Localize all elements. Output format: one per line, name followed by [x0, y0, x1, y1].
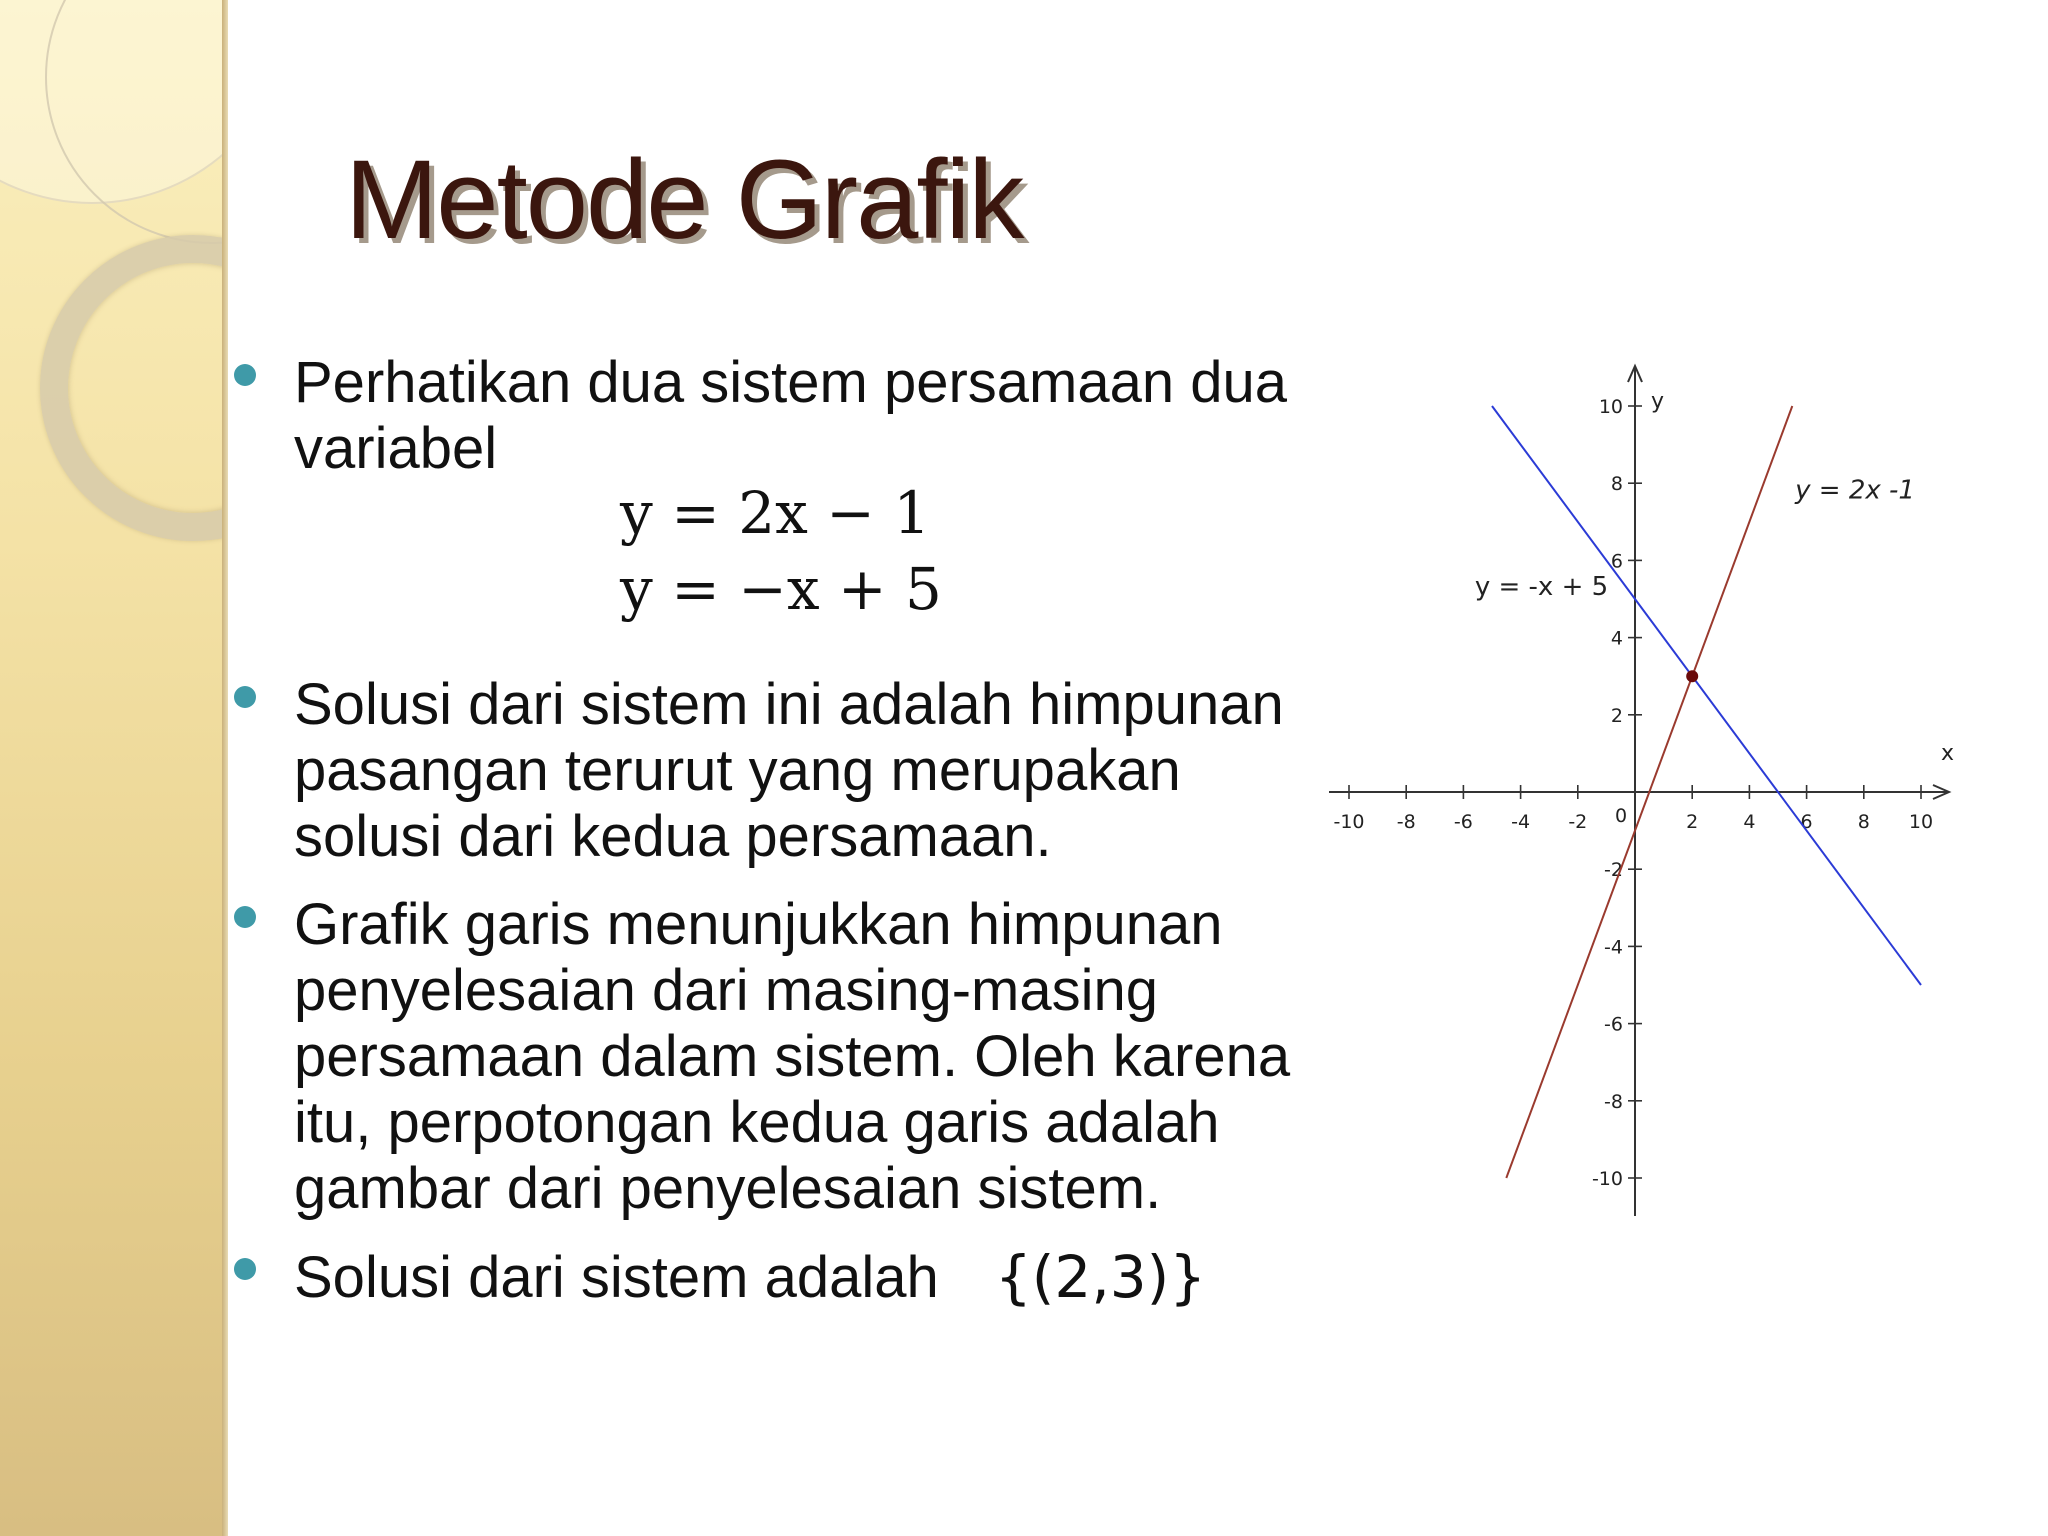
equation-1: y = 2x − 1: [620, 479, 931, 547]
y-tick-label: -2: [1604, 859, 1623, 882]
bullet-item: [232, 1244, 1312, 1311]
x-tick-label: -2: [1568, 811, 1588, 833]
x-tick-label: 2: [1686, 811, 1699, 833]
y-tick-label: 2: [1610, 704, 1623, 727]
y-tick-label: 4: [1610, 627, 1623, 650]
y-tick-label: -10: [1591, 1168, 1623, 1190]
bullet-item: [232, 892, 1312, 1222]
line-graph: [1305, 360, 1965, 1230]
sidebar-edge: [222, 0, 228, 1536]
bullet-text: Grafik garis menunjukkan himpunan penyelesaian dari masing-masing persamaan dalam sistem. Oleh karena itu, perpotongan kedua garis adalah gambar dari penyelesaian sistem.: [294, 892, 1291, 1221]
bullet-text: Solusi dari sistem adalah: [294, 1245, 939, 1310]
bullet-text: Perhatikan dua sistem persamaan dua variabel: [294, 350, 1288, 481]
x-axis-label: x: [1941, 741, 1955, 766]
x-tick-label: -10: [1333, 811, 1365, 833]
y-tick-label: -6: [1604, 1013, 1623, 1036]
y-tick-label: 6: [1610, 550, 1623, 573]
bullet-item: [232, 672, 1312, 870]
series-label: y = -x + 5: [1474, 572, 1609, 603]
bullet-item: [232, 350, 1312, 482]
series-label: y = 2x -1: [1795, 475, 1915, 506]
bullet-dot-icon: [234, 364, 256, 386]
y-tick-label: -8: [1604, 1090, 1623, 1113]
decorative-ring: [40, 235, 228, 541]
x-tick-label: 8: [1857, 811, 1870, 833]
x-tick-label: 4: [1743, 811, 1756, 833]
decorative-arc: [45, 0, 228, 244]
sidebar-decoration: [0, 0, 228, 1536]
solution-set: {(2,3)}: [994, 1243, 1207, 1311]
intersection-point: [1686, 670, 1698, 682]
bullet-dot-icon: [234, 1258, 256, 1280]
bullet-dot-icon: [234, 906, 256, 928]
equation-2: y = −x + 5: [620, 555, 942, 623]
equation-block: [620, 475, 942, 627]
graph-panel: [1305, 360, 1965, 1230]
x-tick-label: 6: [1800, 811, 1813, 833]
bullet-text: Solusi dari sistem ini adalah himpunan pasangan terurut yang merupakan solusi dari kedua persamaan.: [294, 672, 1284, 869]
x-tick-label: -8: [1396, 811, 1416, 833]
y-axis-label: y: [1651, 389, 1665, 414]
y-tick-label: 10: [1598, 396, 1623, 418]
y-tick-label: 8: [1610, 473, 1623, 496]
x-tick-label: -4: [1511, 811, 1531, 833]
y-tick-label: -4: [1604, 936, 1623, 959]
slide-title: Metode Grafik: [345, 137, 1023, 262]
x-tick-label: -6: [1453, 811, 1473, 833]
bullet-dot-icon: [234, 686, 256, 708]
x-tick-label: 10: [1908, 811, 1934, 833]
x-tick-label: 0: [1614, 805, 1628, 827]
